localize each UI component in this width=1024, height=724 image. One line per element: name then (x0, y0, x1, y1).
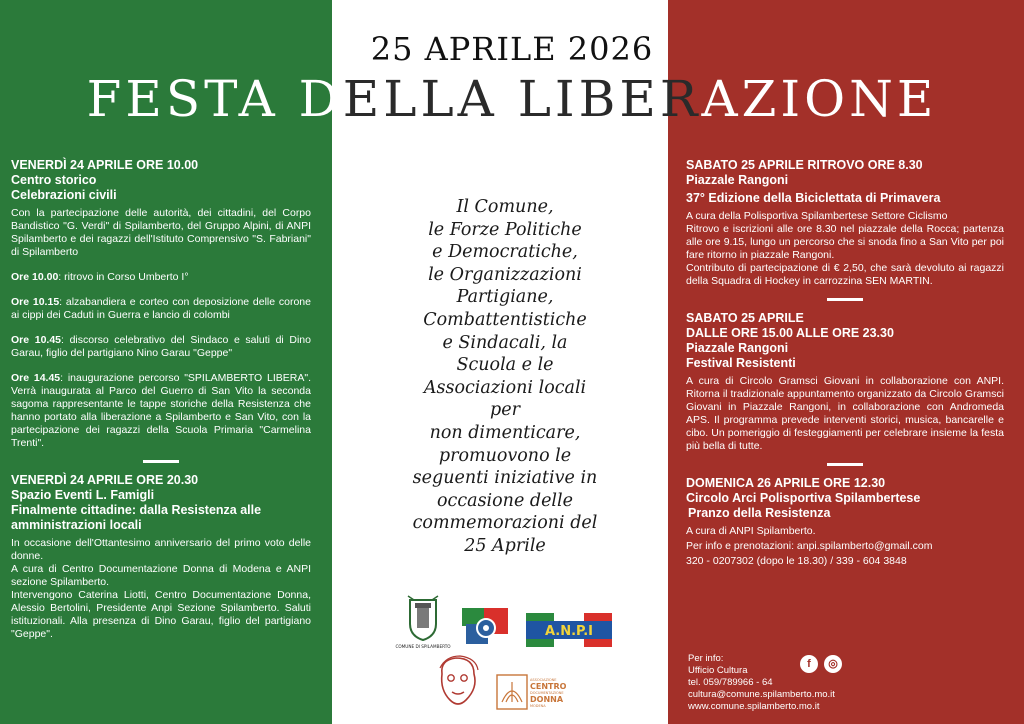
contact-email[interactable]: cultura@comune.spilamberto.mo.it (688, 689, 835, 700)
intro-line: le Organizzazioni (428, 264, 582, 285)
event2-p3: Intervengono Caterina Liotti, Centro Documentazione Donna, Alessio Bertolini, Presidente Anpi Sezione Spilamberto. Saluti istituzionali. Alla presenza di Dino Garau, figlio del partigiano "Geppe". (11, 589, 311, 640)
anpi-logo (526, 613, 612, 647)
r-event2-heading2: DALLE ORE 15.00 ALLE ORE 23.30 (686, 326, 894, 340)
r-event1-p3: Contributo di partecipazione di € 2,50, che sarà devoluto ai ragazzi della Squadra di Hockey in carrozzina SEN MARTIN. (686, 262, 1004, 287)
r-event3-heading: DOMENICA 26 APRILE ORE 12.30 (686, 476, 886, 490)
title-part-3: AZIONE (701, 70, 938, 128)
r-event2-subtitle: Festival Resistenti (686, 356, 796, 370)
title-part-1: FESTA D (86, 70, 343, 128)
item3-time: Ore 10.45 (11, 334, 62, 346)
centro-logo-city: MODENA (530, 704, 546, 708)
centro-logo-line3: DONNA (530, 695, 564, 704)
face-drawing-logo (432, 654, 484, 710)
right-column (686, 158, 1004, 568)
separator (827, 463, 863, 466)
event1-subtitle: Celebrazioni civili (11, 188, 117, 202)
r-event3-p3: 320 - 0207302 (dopo le 18.30) / 339 - 604 3848 (686, 555, 907, 567)
r-event1-subtitle: 37° Edizione della Biciclettata di Primavera (686, 191, 941, 205)
r-event2-place: Piazzale Rangoni (686, 341, 789, 355)
contact-phone: tel. 059/789966 - 64 (688, 677, 773, 688)
intro-line: Associazioni locali (423, 377, 587, 398)
event1-place: Centro storico (11, 173, 97, 187)
r-event3-place: Circolo Arci Polisportiva Spilambertese (686, 491, 921, 505)
event-date: 25 APRILE 2026 (370, 30, 654, 68)
r-event1-p1: A cura della Polisportiva Spilambertese Settore Ciclismo (686, 210, 948, 222)
contact-office: Ufficio Cultura (688, 665, 748, 676)
separator (143, 460, 179, 463)
comune-crest-logo (395, 592, 451, 654)
separator (827, 298, 863, 301)
intro-line: Il Comune, (456, 197, 554, 217)
anpi-logo-text: A.N.P.I (545, 624, 593, 639)
instagram-icon[interactable]: ◎ (824, 655, 842, 673)
tricolor-emblem-logo (462, 604, 508, 648)
intro-line: non dimenticare, (429, 422, 581, 443)
event2-p1: In occasione dell'Ottantesimo anniversario del primo voto delle donne. (11, 537, 311, 562)
page-title (0, 70, 1024, 128)
intro-line: 25 Aprile (464, 535, 546, 556)
intro-line: e Democratiche, (432, 242, 578, 263)
intro-statement (396, 196, 614, 558)
r-event1-p2: Ritrovo e iscrizioni alle ore 8.30 nel piazzale della Rocca; partenza alle ore 9.15, lungo un percorso che si snoda fino a San Vito per poi fare ritorno in piazzale Rangoni. (686, 223, 1004, 261)
item2-text: : alzabandiera e corteo con deposizione delle corone ai cippi dei Caduti in Guerra e lancio di colombi (11, 296, 311, 321)
centro-logo-small: ASSOCIAZIONE (530, 678, 557, 682)
centro-logo-line2: DOCUMENTAZIONE (530, 691, 564, 695)
intro-line: Combattentistiche (423, 309, 587, 330)
event2-place: Spazio Eventi L. Famigli (11, 488, 155, 502)
intro-line: per (490, 400, 520, 421)
contact-website[interactable]: www.comune.spilamberto.mo.it (688, 701, 820, 712)
facebook-icon[interactable]: f (800, 655, 818, 673)
event1-item-3 (11, 334, 311, 360)
comune-logo-text: COMUNE DI SPILAMBERTO (395, 644, 451, 649)
item2-time: Ore 10.15 (11, 296, 60, 308)
intro-line: Scuola e le (456, 355, 554, 376)
contact-label: Per info: (688, 653, 724, 664)
intro-line: commemorazioni del (412, 513, 598, 534)
event1-item-4 (11, 372, 311, 450)
event1-item-1 (11, 271, 311, 284)
r-event3-subtitle: Pranzo della Resistenza (688, 506, 831, 520)
intro-line: Partigiane, (456, 287, 554, 308)
contact-info (688, 653, 888, 713)
event2-heading: VENERDÌ 24 APRILE ORE 20.30 (11, 473, 199, 487)
intro-line: occasione delle (437, 490, 573, 511)
r-event2-p1: A cura di Circolo Gramsci Giovani in collaborazione con ANPI. Ritorna il tradizionale appuntamento organizzato da Circolo Gramsci Giovani in Piazzale Rangoni, in collaborazione con Andromeda APS. Il programma prevede interventi storici, musica, bancarelle e cibo. Un pomeriggio di festeggiamenti per celebrare insieme la festa più bella di tutte. (686, 375, 1004, 452)
centro-logo-line1: CENTRO (530, 682, 567, 691)
r-event3-p1: A cura di ANPI Spilamberto. (686, 525, 816, 537)
r-event1-place: Piazzale Rangoni (686, 173, 789, 187)
item4-time: Ore 14.45 (11, 372, 61, 384)
intro-line: e Sindacali, la (442, 332, 568, 353)
item1-text: : ritrovo in Corso Umberto I° (58, 271, 189, 283)
event1-item-2 (11, 296, 311, 322)
intro-line: promuovono le (438, 445, 572, 466)
intro-line: seguenti iniziative in (412, 468, 598, 489)
item1-time: Ore 10.00 (11, 271, 59, 283)
event2-subtitle: Finalmente cittadine: dalla Resistenza alle amministrazioni locali (11, 503, 262, 532)
left-column (11, 158, 311, 641)
r-event2-heading1: SABATO 25 APRILE (686, 311, 804, 325)
event1-heading: VENERDÌ 24 APRILE ORE 10.00 (11, 158, 199, 172)
r-event3-p2: Per info e prenotazioni: anpi.spilamberto@gmail.com (686, 540, 933, 552)
centro-documentazione-donna-logo (496, 672, 568, 712)
title-part-2: ELLA LIBER (342, 70, 702, 128)
item3-text: : discorso celebrativo del Sindaco e saluti di Dino Garau, figlio del partigiano Nino Garau "Geppe" (11, 334, 311, 359)
intro-line: le Forze Politiche (428, 219, 582, 240)
item4-text: : inaugurazione percorso "SPILAMBERTO LIBERA". Verrà inaugurata al Parco del Guerro di San Vito la seconda sagoma rappresentante le tappe storiche della Resistenza che hanno portato alla liberazione a Spilamberto e San Vito, con la partecipazione dei ragazzi della Scuola Primaria "Carmelina Trenti". (11, 372, 311, 449)
event2-p2: A cura di Centro Documentazione Donna di Modena e ANPI sezione Spilamberto. (11, 563, 311, 588)
event1-intro: Con la partecipazione delle autorità, dei cittadini, del Corpo Bandistico "G. Verdi" di Spilamberto, del Gruppo Alpini, di ANPI Spilamberto e dei ragazzi dell'Istituto Comprensivo "S. Fabriani" di Spilamberto (11, 207, 311, 258)
r-event1-heading: SABATO 25 APRILE RITROVO ORE 8.30 (686, 158, 923, 172)
